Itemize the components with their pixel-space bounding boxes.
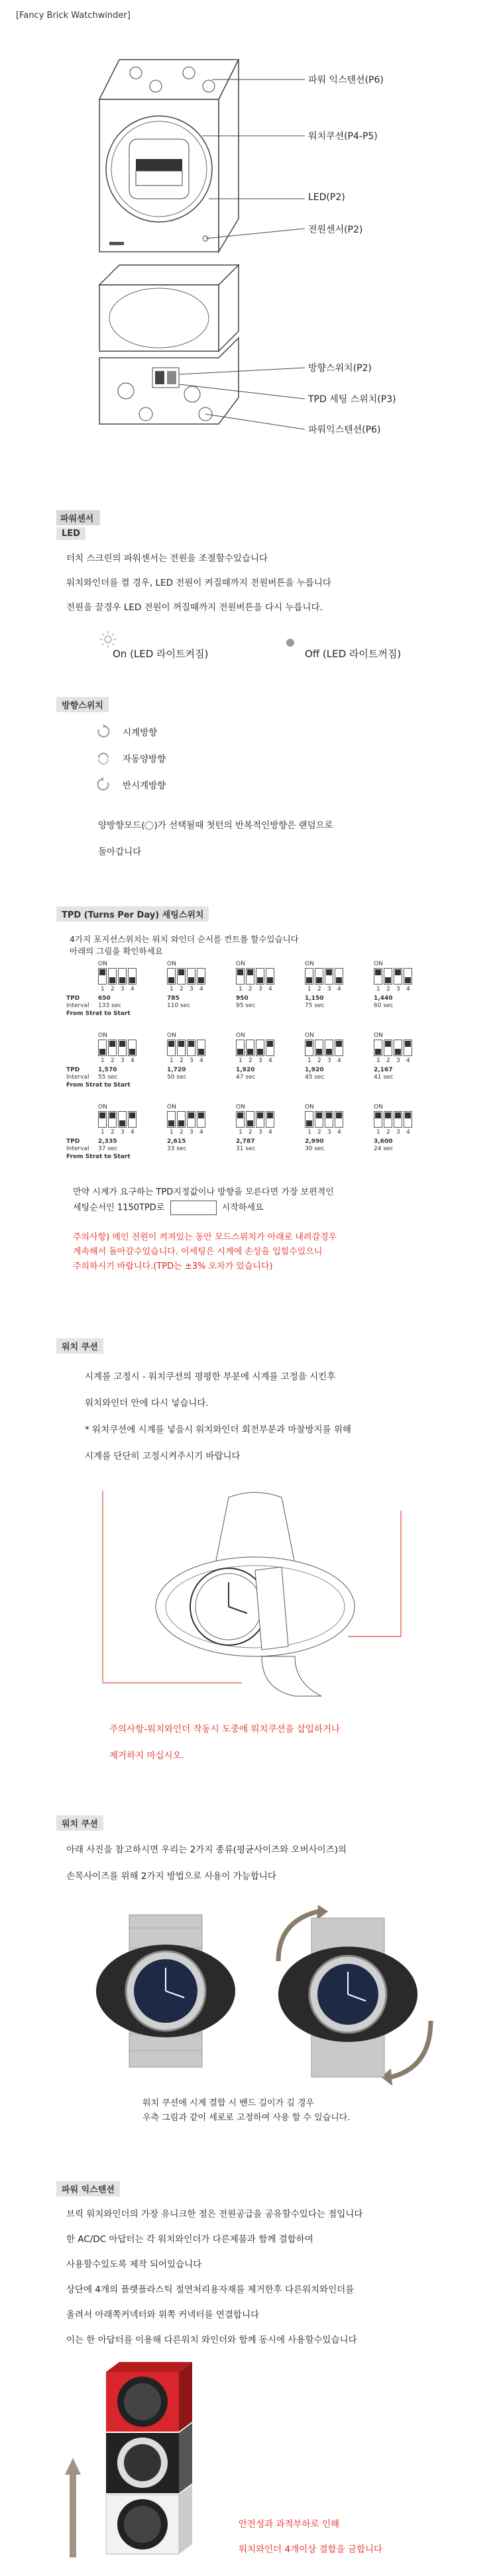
dip-switch-2 xyxy=(384,968,392,985)
dip-switch-1 xyxy=(305,1040,313,1056)
dip-switch-1 xyxy=(236,968,245,985)
from-start-label: From Strat to Start xyxy=(66,1081,131,1089)
tpd-switch-cell xyxy=(236,1104,282,1144)
interval-value: 37 sec xyxy=(98,1146,118,1152)
power-ext-line-4: 상단에 4개의 플랫플라스틱 절연처리용자재를 제거한후 다른워치와인더를 xyxy=(66,2284,355,2295)
dip-switch-3 xyxy=(118,968,127,985)
dip-switch-3 xyxy=(325,1111,333,1128)
dip-switch-number: 3 xyxy=(327,1129,331,1136)
direction-note-line-2: 돌아갑니다 xyxy=(98,847,142,857)
interval-value: 75 sec xyxy=(305,1002,325,1009)
dip-switch-3 xyxy=(256,1040,264,1056)
cushion1-line-4: 시계를 단단히 고정시켜주시기 바랍니다 xyxy=(85,1451,241,1462)
dip-switch-number: 4 xyxy=(337,1129,341,1136)
dip-switch-number: 2 xyxy=(180,1057,184,1064)
dip-switch-number: 2 xyxy=(386,1129,390,1136)
dip-switch-number: 2 xyxy=(386,986,390,993)
dip-switch-3 xyxy=(256,1111,264,1128)
dip-switch-1 xyxy=(305,1111,313,1128)
tpd-label: TPD xyxy=(66,995,80,1002)
tpd-note-2-end: 시작하세요 xyxy=(221,1203,264,1213)
dip-switch-4 xyxy=(404,1040,412,1056)
tpd-value: 2,167 xyxy=(374,1067,393,1073)
dip-switch-1 xyxy=(305,968,313,985)
dip-switch-2 xyxy=(177,1040,186,1056)
switch-on-label: ON xyxy=(236,1104,245,1110)
tpd-switch-cell xyxy=(374,961,420,1000)
from-start-label: From Strat to Start xyxy=(66,1153,131,1160)
dip-switch-number: 3 xyxy=(190,986,193,993)
watch-cushion-illustration xyxy=(96,1484,408,1703)
dip-switch-number: 2 xyxy=(317,986,321,993)
interval-value: 110 sec xyxy=(167,1002,191,1009)
dip-switch-2 xyxy=(315,1040,323,1056)
tpd-switch-cell xyxy=(236,961,282,1000)
dip-switch-4 xyxy=(128,968,137,985)
dip-switch-3 xyxy=(187,1111,195,1128)
dip-switch-2 xyxy=(246,1111,254,1128)
interval-value: 31 sec xyxy=(236,1146,256,1152)
dip-switch-3 xyxy=(394,1040,402,1056)
switch-on-label: ON xyxy=(305,1032,314,1039)
dip-switch-1 xyxy=(98,1111,107,1128)
direction-item-clockwise: 시계방향 xyxy=(123,727,158,738)
dip-switch-2 xyxy=(246,1040,254,1056)
product-diagram-bottom xyxy=(73,258,470,451)
bidirectional-inline-icon xyxy=(144,821,154,830)
dip-switch-number: 2 xyxy=(248,1057,252,1064)
dip-switch-3 xyxy=(118,1040,127,1056)
dip-switch-3 xyxy=(118,1111,127,1128)
dip-switch-2 xyxy=(315,968,323,985)
dip-switch-4 xyxy=(404,1111,412,1128)
direction-note-end: )가 선택될때 첫턴의 반복적인방향은 랜덤으로 xyxy=(154,820,333,831)
dip-switch-number: 1 xyxy=(307,1057,311,1064)
interval-value: 133 sec xyxy=(98,1002,122,1009)
dip-switch-4 xyxy=(266,1040,274,1056)
dip-switch-1 xyxy=(98,1040,107,1056)
dip-switch-number: 1 xyxy=(239,1057,243,1064)
tpd-switch-cell xyxy=(98,1104,144,1144)
tpd-value: 3,600 xyxy=(374,1138,393,1145)
switch-on-label: ON xyxy=(167,1032,176,1039)
brand-text: WOLF xyxy=(70,126,92,133)
interval-value: 33 sec xyxy=(167,1146,187,1152)
dip-switch-number: 1 xyxy=(101,1129,105,1136)
tpd-switch-table xyxy=(66,961,437,1179)
tpd-switch-cell xyxy=(167,1104,213,1144)
tpd-warning-3: 주의하시기 바랍니다.(TPD는 ±3% 오차가 있습니다) xyxy=(73,1261,273,1271)
tpd-value: 2,787 xyxy=(236,1138,255,1145)
brand-logo xyxy=(70,123,92,133)
dip-switch-number: 3 xyxy=(396,1057,400,1064)
cushion1-line-3: * 워치쿠션에 시계를 넣을시 워치와인더 회전부분과 마찰방지를 위해 xyxy=(85,1424,351,1435)
tpd-value: 2,990 xyxy=(305,1138,324,1145)
label-power-extension-top: 파워 익스텐션(P6) xyxy=(308,75,384,85)
page-title: [Fancy Brick Watchwinder] xyxy=(16,11,131,21)
dip-switch-number: 4 xyxy=(406,1129,410,1136)
tpd-intro-1: 4가지 포지션스위치는 워치 와인더 순서를 컨트롤 할수있습니다 xyxy=(70,934,299,944)
dip-switch-2 xyxy=(108,968,117,985)
tpd-value: 650 xyxy=(98,995,111,1002)
bidirectional-icon xyxy=(96,751,111,765)
tpd-switch-cell xyxy=(374,1032,420,1072)
tpd-switch-cell xyxy=(98,1032,144,1072)
interval-label: Interval xyxy=(66,1074,89,1081)
tpd-switch-cell xyxy=(98,961,144,1000)
power-sensor-line-3: 전원을 끌경우 LED 전원이 꺼질때까지 전원버튼을 다시 누릅니다. xyxy=(66,602,323,613)
dip-switch-number: 4 xyxy=(406,986,410,993)
interval-value: 45 sec xyxy=(305,1074,325,1081)
dip-switch-1 xyxy=(167,1040,176,1056)
tpd-value: 950 xyxy=(236,995,248,1002)
tpd-value: 1,150 xyxy=(305,995,324,1002)
interval-value: 60 sec xyxy=(374,1002,394,1009)
interval-value: 50 sec xyxy=(167,1074,187,1081)
tpd-note-1: 만약 시계가 요구하는 TPD지정값이나 방향을 모른다면 가장 보편적인 xyxy=(73,1187,334,1197)
tpd-value: 1,920 xyxy=(236,1067,255,1073)
dip-switch-2 xyxy=(177,1111,186,1128)
dip-switch-1 xyxy=(236,1040,245,1056)
cushion1-warning-2: 제거하지 마십시오. xyxy=(109,1750,184,1761)
label-led: LED(P2) xyxy=(308,192,345,203)
dip-switch-number: 4 xyxy=(268,986,272,993)
dip-switch-4 xyxy=(335,1111,343,1128)
switch-on-label: ON xyxy=(98,1104,107,1110)
dip-switch-number: 1 xyxy=(307,986,311,993)
power-ext-line-1: 브릭 워치와인더의 가장 유니크한 점은 전원공급을 공유할수있다는 점입니다 xyxy=(66,2209,363,2220)
dip-switch-1 xyxy=(167,1111,176,1128)
dip-switch-number: 3 xyxy=(190,1057,193,1064)
direction-note-line-1 xyxy=(98,819,333,833)
dip-switch-3 xyxy=(394,968,402,985)
direction-note-start: 양방향모드( xyxy=(98,820,145,831)
label-power-extension-bottom: 파워익스텐션(P6) xyxy=(308,425,381,435)
dip-switch-3 xyxy=(325,1040,333,1056)
dip-switch-4 xyxy=(335,1040,343,1056)
label-power-sensor: 전원센서(P2) xyxy=(308,225,363,235)
dip-switch-number: 4 xyxy=(199,1129,203,1136)
dip-switch-2 xyxy=(246,968,254,985)
switch-on-label: ON xyxy=(305,1104,314,1110)
cushion2-caption-2: 우측 그림과 같이 세로로 고정하여 사용 할 수 있습니다. xyxy=(142,2113,351,2123)
tpd-value: 2,335 xyxy=(98,1138,117,1145)
dip-switch-number: 2 xyxy=(180,986,184,993)
cushion2-line-1: 아래 사진을 참고하시면 우리는 2가지 종류(평균사이즈와 오버사이즈)의 xyxy=(66,1845,347,1855)
section-title-direction-switch: 방향스위치 xyxy=(56,697,109,712)
dip-switch-number: 2 xyxy=(248,986,252,993)
section-subtitle-led: LED xyxy=(56,527,85,540)
stacked-winders-photo xyxy=(60,2359,219,2571)
dip-switch-number: 1 xyxy=(376,986,380,993)
power-ext-line-6: 이는 한 아답터를 이용해 다른워치 와인더와 함께 동시에 사용할수있습니다 xyxy=(66,2335,357,2345)
dip-switch-number: 4 xyxy=(131,986,135,993)
dip-switch-number: 4 xyxy=(268,1057,272,1064)
dip-switch-number: 2 xyxy=(317,1057,321,1064)
dip-switch-number: 2 xyxy=(248,1129,252,1136)
dip-switch-number: 1 xyxy=(101,1057,105,1064)
dip-switch-1 xyxy=(98,968,107,985)
dip-switch-number: 4 xyxy=(131,1129,135,1136)
section-title-power-sensor: 파워센서 xyxy=(56,510,100,525)
direction-item-bidirectional: 자동양방향 xyxy=(123,754,166,765)
switch-on-label: ON xyxy=(98,1032,107,1039)
dip-switch-number: 3 xyxy=(396,1129,400,1136)
tpd-value: 785 xyxy=(167,995,180,1002)
dip-switch-number: 4 xyxy=(337,986,341,993)
dip-switch-number: 4 xyxy=(199,1057,203,1064)
interval-label: Interval xyxy=(66,1146,89,1153)
dip-switch-4 xyxy=(266,968,274,985)
dip-switch-number: 1 xyxy=(376,1057,380,1064)
dip-switch-4 xyxy=(197,968,205,985)
interval-value: 55 sec xyxy=(98,1074,118,1081)
tpd-switch-cell xyxy=(305,1104,351,1144)
dip-switch-number: 2 xyxy=(111,986,115,993)
dip-switch-4 xyxy=(197,1040,205,1056)
label-watch-cushion: 워치쿠션(P4-P5) xyxy=(308,131,378,142)
tpd-value: 1,720 xyxy=(167,1067,186,1073)
cushion1-line-2: 워치와인더 안에 다시 넣습니다. xyxy=(85,1398,209,1409)
dip-switch-number: 3 xyxy=(121,1129,125,1136)
dip-switch-3 xyxy=(187,968,195,985)
dip-switch-number: 3 xyxy=(258,1057,262,1064)
dip-switch-number: 4 xyxy=(131,1057,135,1064)
from-start-label: From Strat to Start xyxy=(66,1010,131,1017)
dip-switch-number: 4 xyxy=(406,1057,410,1064)
tpd-intro-2: 아래의 그림을 확인하세요 xyxy=(70,946,163,956)
interval-value: 95 sec xyxy=(236,1002,256,1009)
power-ext-warning-2: 워치와인더 4개이상 결합을 금합니다 xyxy=(239,2544,383,2555)
dip-switch-4 xyxy=(128,1040,137,1056)
dip-switch-2 xyxy=(384,1040,392,1056)
dip-switch-number: 2 xyxy=(180,1129,184,1136)
label-tpd-switch: TPD 세팅 스위치(P3) xyxy=(308,394,396,405)
dip-switch-number: 2 xyxy=(111,1129,115,1136)
dip-switch-1 xyxy=(167,968,176,985)
dip-switch-number: 3 xyxy=(396,986,400,993)
tpd-switch-cell xyxy=(305,1032,351,1072)
dip-switch-1 xyxy=(374,1111,382,1128)
counterclockwise-icon xyxy=(96,777,111,792)
tpd-value: 1,440 xyxy=(374,995,393,1002)
switch-on-label: ON xyxy=(374,1032,383,1039)
cushion2-caption-1: 워치 쿠션에 시계 결합 시 밴드 길이가 길 경우 xyxy=(142,2098,315,2108)
tpd-switch-cell xyxy=(305,961,351,1000)
dip-switch-number: 1 xyxy=(101,986,105,993)
tpd-switch-cell xyxy=(236,1032,282,1072)
dip-switch-number: 1 xyxy=(239,986,243,993)
switch-on-label: ON xyxy=(236,1032,245,1039)
tpd-recommended-switch xyxy=(170,1201,217,1215)
watch-cushion-photo-horizontal xyxy=(93,1908,252,2074)
tpd-value: 2,615 xyxy=(167,1138,186,1145)
cushion1-line-1: 시계를 고정시 - 워치쿠션의 평평한 부분에 시계를 고정을 시킨후 xyxy=(85,1371,336,1382)
power-sensor-line-2: 워치와인더를 켤 경우, LED 전원이 켜질때까지 전원버튼을 누릅니다 xyxy=(66,578,331,588)
tpd-label: TPD xyxy=(66,1067,80,1073)
watch-cushion-photo-vertical xyxy=(265,1902,444,2087)
dip-switch-4 xyxy=(266,1111,274,1128)
cushion2-line-2: 손목사이즈를 위해 2가지 방법으로 사용이 가능합니다 xyxy=(66,1871,276,1882)
section-title-watch-cushion-2: 워치 쿠션 xyxy=(56,1815,103,1831)
dip-switch-number: 3 xyxy=(190,1129,193,1136)
dip-switch-2 xyxy=(108,1040,117,1056)
dip-switch-number: 1 xyxy=(376,1129,380,1136)
dip-switch-number: 2 xyxy=(386,1057,390,1064)
power-sensor-line-1: 터치 스크린의 파워센서는 전원을 조절할수있습니다 xyxy=(66,553,268,564)
product-diagram-front xyxy=(73,40,470,252)
interval-label: Interval xyxy=(66,1002,89,1010)
power-ext-line-3: 사용할수있도록 제작 되어있습니다 xyxy=(66,2259,202,2270)
tpd-label: TPD xyxy=(66,1138,80,1145)
dip-switch-4 xyxy=(404,968,412,985)
dip-switch-2 xyxy=(384,1111,392,1128)
switch-on-label: ON xyxy=(374,961,383,967)
dip-switch-number: 4 xyxy=(268,1129,272,1136)
switch-on-label: ON xyxy=(167,1104,176,1110)
dip-switch-number: 1 xyxy=(170,1057,174,1064)
dip-switch-2 xyxy=(177,968,186,985)
tpd-note-2 xyxy=(73,1201,263,1215)
power-ext-line-2: 한 AC/DC 아답터는 각 워치와인더가 다른제품과 함께 결합하여 xyxy=(66,2234,313,2245)
led-off-label: Off (LED 라이트꺼짐) xyxy=(305,648,402,660)
tpd-switch-cell xyxy=(374,1104,420,1144)
tpd-switch-cell xyxy=(167,961,213,1000)
switch-on-label: ON xyxy=(98,961,107,967)
interval-value: 30 sec xyxy=(305,1146,325,1152)
tpd-value: 1,570 xyxy=(98,1067,117,1073)
dip-switch-1 xyxy=(236,1111,245,1128)
power-ext-line-5: 올려서 아래쪽커넥터와 위쪽 커넥터를 연결합니다 xyxy=(66,2310,260,2320)
interval-value: 24 sec xyxy=(374,1146,394,1152)
dip-switch-number: 2 xyxy=(317,1129,321,1136)
dip-switch-number: 3 xyxy=(258,1129,262,1136)
tpd-warning-1: 주의사항) 메인 전원이 켜져있는 동안 모드스위치가 아래로 내려갈경우 xyxy=(73,1232,337,1242)
section-title-power-extension: 파워 익스텐션 xyxy=(56,2181,120,2196)
cushion1-warning-1: 주의사항-워치와인더 작동시 도중에 워치쿠션을 삽입하거나 xyxy=(109,1724,341,1735)
tpd-note-2-start: 세팅순서인 1150TPD로 xyxy=(73,1203,165,1213)
dip-switch-number: 4 xyxy=(199,986,203,993)
tpd-warning-2: 계속해서 돌아갈수있습니다. 이세팅은 시계에 손상을 입힐수있으니 xyxy=(73,1247,323,1257)
dip-switch-4 xyxy=(197,1111,205,1128)
dip-switch-4 xyxy=(335,968,343,985)
dip-switch-3 xyxy=(394,1111,402,1128)
switch-on-label: ON xyxy=(374,1104,383,1110)
switch-on-label: ON xyxy=(236,961,245,967)
dip-switch-1 xyxy=(374,1040,382,1056)
led-on-label: On (LED 라이트켜짐) xyxy=(113,648,209,660)
tpd-value: 1,920 xyxy=(305,1067,324,1073)
dip-switch-2 xyxy=(108,1111,117,1128)
power-ext-warning-1: 안전성과 과적부하로 인해 xyxy=(239,2519,340,2530)
dip-switch-number: 1 xyxy=(170,986,174,993)
dip-switch-number: 3 xyxy=(327,1057,331,1064)
dip-switch-number: 2 xyxy=(111,1057,115,1064)
led-off-icon xyxy=(285,637,296,648)
direction-item-counterclockwise: 반시계방향 xyxy=(123,780,166,791)
dip-switch-1 xyxy=(374,968,382,985)
power-sensor-section xyxy=(56,510,100,525)
dip-switch-number: 1 xyxy=(239,1129,243,1136)
dip-switch-number: 3 xyxy=(121,1057,125,1064)
interval-value: 47 sec xyxy=(236,1074,256,1081)
interval-value: 41 sec xyxy=(374,1074,394,1081)
dip-switch-number: 3 xyxy=(258,986,262,993)
switch-on-label: ON xyxy=(167,961,176,967)
tpd-switch-cell xyxy=(167,1032,213,1072)
dip-switch-4 xyxy=(128,1111,137,1128)
dip-switch-number: 3 xyxy=(327,986,331,993)
dip-switch-number: 4 xyxy=(337,1057,341,1064)
dip-switch-2 xyxy=(315,1111,323,1128)
section-title-watch-cushion-1: 워치 쿠션 xyxy=(56,1338,103,1354)
label-direction-switch: 방향스위치(P2) xyxy=(308,363,372,374)
dip-switch-number: 1 xyxy=(170,1129,174,1136)
dip-switch-3 xyxy=(256,968,264,985)
dip-switch-3 xyxy=(325,968,333,985)
dip-switch-number: 1 xyxy=(307,1129,311,1136)
section-title-tpd: TPD (Turns Per Day) 세팅스위치 xyxy=(56,906,209,922)
dip-switch-number: 3 xyxy=(121,986,125,993)
clockwise-icon xyxy=(96,724,111,739)
switch-on-label: ON xyxy=(305,961,314,967)
dip-switch-3 xyxy=(187,1040,195,1056)
